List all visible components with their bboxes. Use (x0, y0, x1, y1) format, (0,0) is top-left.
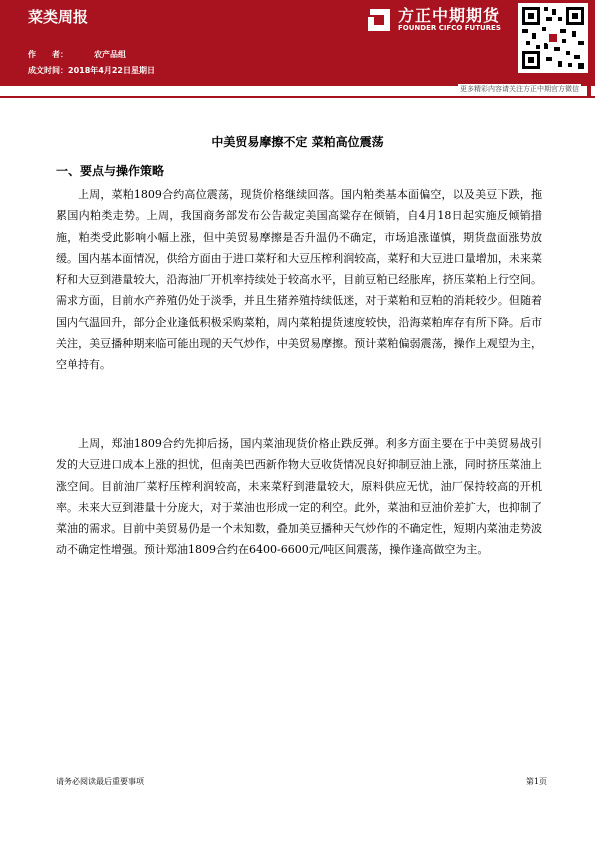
footer-disclaimer-note: 请务必阅读最后重要事项 (56, 777, 144, 786)
report-header (0, 0, 595, 86)
logo-text-cn: 方正中期期货 (398, 6, 501, 25)
paragraph-rapeseed-oil: 上周，郑油1809合约先抑后扬，国内菜油现货价格止跌反弹。利多方面主要在于中美贸易战引发的大豆进口成本上涨的担忧，但南美巴西新作物大豆收货情况良好抑制豆油上涨，同时挤压菜油上涨空间。目前油厂菜籽压榨利润较高，未来菜籽到港量较大，原料供应无忧，油厂保持较高的开机率。未来大豆到港量十分庞大，对于菜油也形成一定的利空。此外，菜油和豆油价差扩大，也抑制了菜油的需求。目前中美贸易仍是一个未知数，叠加美豆播种天气炒作的不确定性，短期内菜油走势波动不确定性增强。预计郑油1809合约在6400-6600元/吨区间震荡，操作逢高做空为主。 (56, 437, 542, 557)
header-divider (0, 96, 595, 98)
page-number: 第1页 (525, 777, 547, 786)
author-label: 作 者： (28, 50, 68, 59)
report-type: 菜类周报 (28, 8, 89, 26)
qr-code-icon (518, 3, 588, 73)
wechat-tip: 更多精彩内容请关注方正中期官方微信 (460, 85, 579, 93)
document-title: 中美贸易摩擦不定 菜粕高位震荡 (211, 135, 384, 149)
author-value: 农产品组 (94, 50, 126, 59)
paragraph-rapeseed-meal: 上周，菜粕1809合约高位震荡，现货价格继续回落。国内粕类基本面偏空，以及美豆下跌，拖累国内粕类走势。上周，我国商务部发布公告裁定美国高粱存在倾销，自4月18日起实施反倾销措施，粕类受此影响小幅上涨，但中美贸易摩擦是否升温仍不确定，市场追涨谨慎，期货盘面涨势放缓。国内基本面情况，供给方面由于进口菜籽和大豆压榨利润较高，菜籽和大豆进口量增加，未来菜籽和大豆到港量较大，沿海油厂开机率持续处于较高水平，目前豆粕已经胀库，挤压菜粕上行空间。需求方面，目前水产养殖仍处于淡季，并且生猪养殖持续低迷，对于菜粕和豆粕的消耗较少。但随着国内气温回升，部分企业逢低积极采购菜粕，周内菜粕提货速度较快，沿海菜粕库存有所下降。后市关注，美豆播种期来临可能出现的天气炒作，中美贸易摩擦。预计菜粕偏弱震荡，操作上观望为主，空单持有。 (56, 188, 542, 372)
section-heading: 一、要点与操作策略 (56, 164, 165, 178)
logo-text-en: FOUNDER CIFCO FUTURES (398, 24, 501, 32)
logo-mark-icon (364, 5, 394, 35)
arrow-up-icon (584, 80, 594, 96)
company-logo (364, 2, 512, 38)
report-date: 成文时间：2018年4月22日星期日 (28, 66, 155, 75)
